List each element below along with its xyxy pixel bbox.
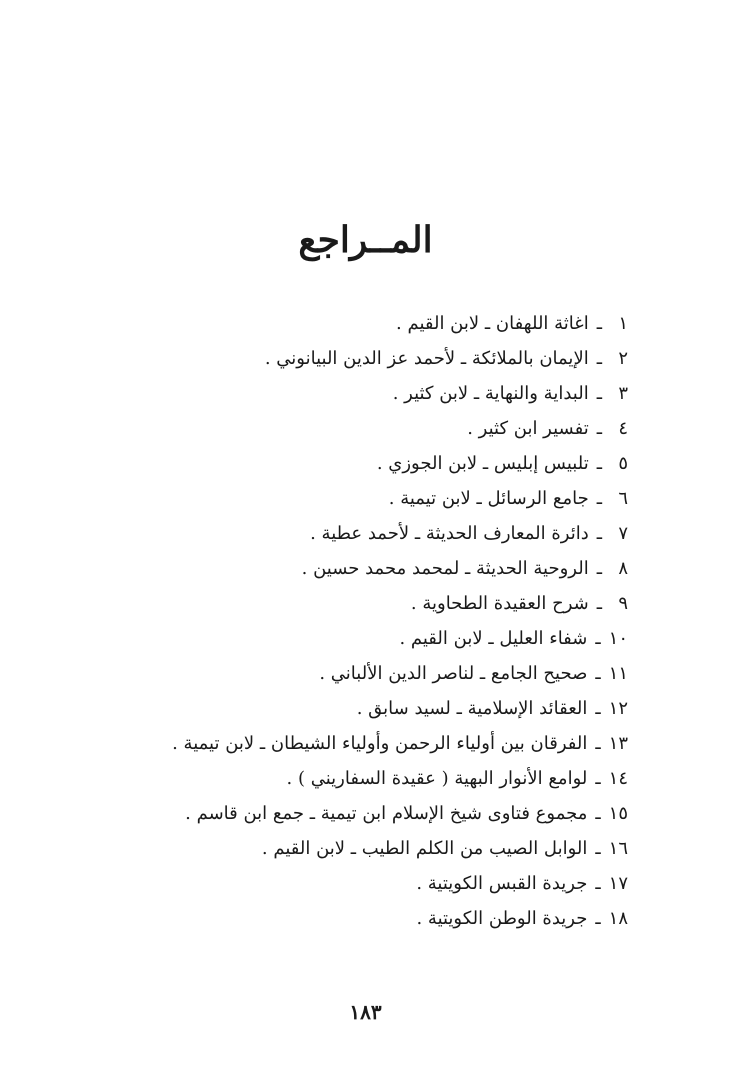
reference-item xyxy=(88,481,628,516)
reference-text: الإيمان بالملائكة ـ لأحمد عز الدين البيانوني . xyxy=(264,348,589,369)
reference-text: صحيح الجامع ـ لناصر الدين الألباني . xyxy=(319,663,588,684)
reference-separator: ـ xyxy=(595,733,601,754)
reference-separator: ـ xyxy=(595,838,601,859)
reference-item xyxy=(88,691,628,726)
references-list xyxy=(88,306,628,936)
reference-item xyxy=(88,796,628,831)
reference-number: ١٢ xyxy=(608,698,628,719)
reference-item xyxy=(88,411,628,446)
page-number: ١٨٣ xyxy=(349,1000,382,1024)
reference-number: ٤ xyxy=(618,418,628,439)
reference-item xyxy=(88,726,628,761)
reference-text: شرح العقيدة الطحاوية . xyxy=(410,593,589,614)
reference-text: شفاء العليل ـ لابن القيم . xyxy=(399,628,588,649)
reference-text: جامع الرسائل ـ لابن تيمية . xyxy=(388,488,589,509)
reference-separator: ـ xyxy=(596,313,602,334)
reference-number: ٧ xyxy=(618,523,628,544)
reference-text: الفرقان بين أولياء الرحمن وأولياء الشيطان ـ لابن تيمية . xyxy=(172,733,588,754)
reference-separator: ـ xyxy=(595,908,601,929)
reference-number: ٣ xyxy=(618,383,628,404)
reference-item xyxy=(88,306,628,341)
reference-text: جريدة القبس الكويتية . xyxy=(416,873,588,894)
reference-separator: ـ xyxy=(595,628,601,649)
reference-number: ١٥ xyxy=(608,803,628,824)
reference-separator: ـ xyxy=(595,698,601,719)
reference-item xyxy=(88,341,628,376)
reference-separator: ـ xyxy=(595,803,601,824)
reference-text: اغاثة اللهفان ـ لابن القيم . xyxy=(396,313,589,334)
reference-separator: ـ xyxy=(595,663,601,684)
reference-number: ١٤ xyxy=(608,768,628,789)
reference-number: ٩ xyxy=(618,593,628,614)
reference-number: ١٦ xyxy=(608,838,628,859)
reference-separator: ـ xyxy=(595,873,601,894)
reference-item xyxy=(88,761,628,796)
reference-item xyxy=(88,901,628,936)
reference-text: الروحية الحديثة ـ لمحمد محمد حسين . xyxy=(301,558,589,579)
reference-item xyxy=(88,516,628,551)
reference-number: ١٨ xyxy=(608,908,628,929)
reference-separator: ـ xyxy=(596,348,602,369)
reference-text: لوامع الأنوار البهية ( عقيدة السفاريني ) . xyxy=(286,768,588,789)
reference-separator: ـ xyxy=(595,768,601,789)
reference-text: تلبيس إبليس ـ لابن الجوزي . xyxy=(376,453,589,474)
reference-item xyxy=(88,866,628,901)
reference-item xyxy=(88,586,628,621)
reference-text: تفسير ابن كثير . xyxy=(467,418,589,439)
reference-item xyxy=(88,551,628,586)
reference-text: البداية والنهاية ـ لابن كثير . xyxy=(392,383,589,404)
reference-separator: ـ xyxy=(596,453,602,474)
reference-number: ١٠ xyxy=(608,628,628,649)
reference-number: ١١ xyxy=(608,663,628,684)
reference-text: جريدة الوطن الكويتية . xyxy=(416,908,588,929)
reference-item xyxy=(88,621,628,656)
reference-item xyxy=(88,376,628,411)
reference-separator: ـ xyxy=(596,593,602,614)
reference-number: ٥ xyxy=(618,453,628,474)
page-title: المــراجع xyxy=(298,219,433,261)
reference-number: ١٧ xyxy=(608,873,628,894)
reference-separator: ـ xyxy=(596,383,602,404)
reference-number: ١٣ xyxy=(608,733,628,754)
reference-item xyxy=(88,446,628,481)
reference-separator: ـ xyxy=(596,558,602,579)
reference-item xyxy=(88,831,628,866)
reference-separator: ـ xyxy=(596,418,602,439)
reference-number: ٨ xyxy=(618,558,628,579)
reference-number: ١ xyxy=(618,313,628,334)
reference-number: ٦ xyxy=(618,488,628,509)
reference-text: دائرة المعارف الحديثة ـ لأحمد عطية . xyxy=(310,523,589,544)
reference-text: الوابل الصيب من الكلم الطيب ـ لابن القيم . xyxy=(261,838,588,859)
reference-item xyxy=(88,656,628,691)
reference-separator: ـ xyxy=(596,488,602,509)
reference-text: العقائد الإسلامية ـ لسيد سابق . xyxy=(356,698,588,719)
reference-text: مجموع فتاوى شيخ الإسلام ابن تيمية ـ جمع ابن قاسم . xyxy=(185,803,588,824)
reference-number: ٢ xyxy=(618,348,628,369)
reference-separator: ـ xyxy=(596,523,602,544)
